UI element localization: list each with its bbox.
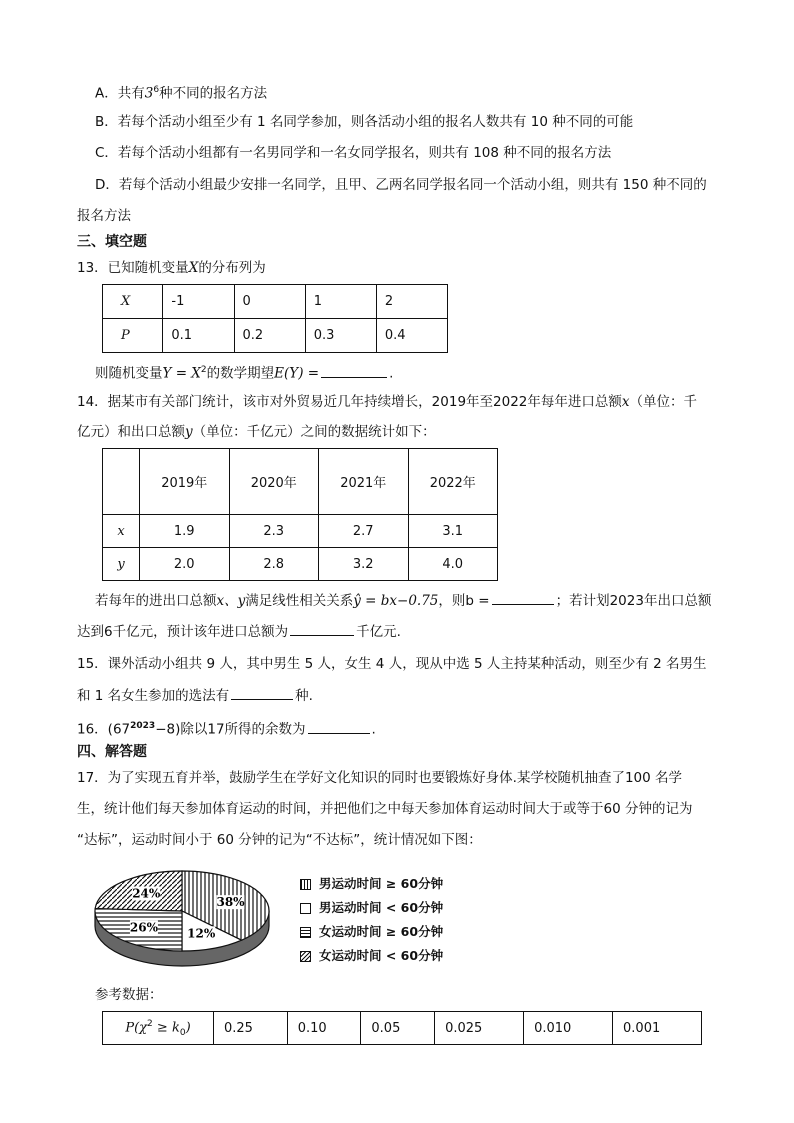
option-c: C．若每个活动小组都有一名男同学和一名女同学报名，则共有 108 种不同的报名方法 — [95, 145, 612, 161]
q15-line2-pre: 和 1 名女生参加的选法有 — [77, 688, 230, 704]
pie-label: 38% — [216, 895, 245, 910]
q14-import-blank[interactable] — [290, 621, 354, 636]
q14-cell: 1.9 — [140, 515, 230, 548]
pie-label: 12% — [187, 926, 216, 941]
q14-after2 — [77, 621, 401, 642]
option-d-line1: D．若每个活动小组最少安排一名同学，且甲、乙两名同学报名同一个活动小组，则共有 150 种不同的 — [95, 177, 707, 193]
option-a-suffix: 种不同的报名方法 — [159, 85, 268, 102]
q14-row-label: y — [103, 548, 140, 581]
pie-legend — [300, 872, 443, 968]
q14-cell: 3.2 — [319, 548, 409, 581]
q14-cell: 2.7 — [319, 515, 409, 548]
q14-data-table — [102, 448, 498, 581]
q14-line2-post: （单位：千亿元）之间的数据统计如下： — [192, 424, 436, 440]
q14-after1-mid: 满足线性相关关系 — [245, 593, 354, 609]
pie-chart — [92, 864, 282, 974]
q13-row-label: X — [103, 285, 163, 319]
option-a-prefix: A．共有 — [95, 85, 145, 102]
q15-line2-post: 种. — [295, 688, 313, 704]
q13-ask-pre: 则随机变量 — [95, 365, 163, 382]
legend-label: 女运动时间 < 60分钟 — [319, 948, 444, 963]
ref-header-exp: 2 — [147, 1018, 153, 1029]
q14-header-cell — [103, 449, 140, 515]
q14-after1-pre: 若每年的进出口总额 — [95, 593, 217, 609]
q14-line2 — [77, 422, 436, 442]
q13-ask-formula: Y = X — [162, 365, 201, 382]
option-a-base: 3 — [144, 85, 154, 102]
q14-b-blank[interactable] — [492, 590, 554, 605]
q13-row — [103, 319, 448, 353]
q14-line1-var: x — [621, 394, 630, 410]
q16-pre: 16．(67 — [77, 721, 131, 738]
q16-mid: −8)除以17所得的余数为 — [155, 721, 306, 738]
q13-ask-mid: 的数学期望 — [206, 365, 275, 382]
reference-header — [103, 1012, 214, 1045]
q13-cell: -1 — [163, 285, 234, 319]
q13-cell: 1 — [305, 285, 376, 319]
q13-row-label: P — [103, 319, 163, 353]
q15-line1: 15．课外活动小组共 9 人，其中男生 5 人，女生 4 人，现从中选 5 人主持某种活动，则至少有 2 名男生 — [77, 656, 707, 672]
q14-line2-var: y — [185, 424, 193, 440]
q13-answer-blank[interactable] — [321, 363, 387, 378]
q16-post: . — [371, 721, 376, 738]
legend-label: 男运动时间 ≥ 60分钟 — [319, 876, 444, 891]
q16-exp: 2023 — [130, 721, 156, 731]
legend-swatch — [300, 903, 311, 914]
legend-item — [300, 944, 443, 968]
section-4-heading: 四、解答题 — [77, 744, 147, 760]
q14-after1-post: ；若计划2023年出口总额 — [555, 593, 712, 609]
q14-cell: 2.8 — [229, 548, 319, 581]
q14-header-cell: 2020年 — [229, 449, 319, 515]
legend-label: 男运动时间 < 60分钟 — [319, 900, 444, 915]
q13-distribution-table — [102, 284, 448, 353]
legend-item — [300, 896, 443, 920]
ref-value-cell: 0.001 — [613, 1012, 702, 1045]
q17-line2: 生，统计他们每天参加体育运动的时间，并把他们之中每天参加体育运动时间大于或等于60 分钟的记为 — [77, 801, 693, 817]
q14-cell: 2.3 — [229, 515, 319, 548]
q15-line2 — [77, 685, 313, 706]
legend-item — [300, 872, 443, 896]
q13-cell: 0 — [234, 285, 305, 319]
q14-row — [103, 515, 498, 548]
ref-value-cell: 0.025 — [435, 1012, 524, 1045]
reference-table — [102, 1011, 702, 1045]
legend-item — [300, 920, 443, 944]
option-d-line2: 报名方法 — [77, 208, 131, 224]
ref-header-post: ≥ k — [152, 1019, 180, 1035]
ref-value-cell: 0.05 — [361, 1012, 435, 1045]
q13-intro-pre: 13．已知随机变量 — [77, 260, 189, 276]
q17-line1: 17．为了实现五育并举，鼓励学生在学好文化知识的同时也要锻炼好身体.某学校随机抽查了100 名学 — [77, 770, 683, 786]
legend-swatch — [300, 927, 311, 938]
legend-swatch — [300, 879, 311, 890]
q14-header-cell: 2022年 — [408, 449, 498, 515]
q13-row — [103, 285, 448, 319]
q17-line3: “达标”，运动时间小于 60 分钟的记为“不达标”，统计情况如下图： — [77, 832, 482, 848]
q14-after1-eq: ŷ = bx−0.75 — [353, 593, 439, 609]
ref-value-cell: 0.10 — [287, 1012, 361, 1045]
legend-swatch — [300, 951, 311, 962]
q13-cell: 0.3 — [305, 319, 376, 353]
q14-after1-vars: x、y — [216, 593, 246, 609]
q14-line2-pre: 亿元）和出口总额 — [77, 424, 185, 440]
q14-after2-pre: 达到6千亿元，预计该年进口总额为 — [77, 624, 289, 640]
q16-answer-blank[interactable] — [308, 719, 370, 734]
q14-header-cell: 2021年 — [319, 449, 409, 515]
q14-line1 — [77, 392, 697, 412]
q14-cell: 2.0 — [140, 548, 230, 581]
q14-row-label: x — [103, 515, 140, 548]
q15-answer-blank[interactable] — [231, 685, 293, 700]
q13-ask-e: E(Y) = — [274, 365, 320, 382]
option-b: B．若每个活动小组至少有 1 名同学参加，则各活动小组的报名人数共有 10 种不同的可能 — [95, 114, 634, 130]
q14-line1-pre: 14．据某市有关部门统计，该市对外贸易近几年持续增长，2019年至2022年每年进口总额 — [77, 394, 622, 410]
q14-cell: 3.1 — [408, 515, 498, 548]
option-a — [95, 80, 267, 104]
q13-cell: 0.4 — [376, 319, 447, 353]
pie-label: 24% — [132, 886, 161, 901]
q14-line1-post: （单位：千 — [629, 394, 698, 410]
q14-header-cell: 2019年 — [140, 449, 230, 515]
section-3-heading: 三、填空题 — [77, 234, 147, 250]
q14-after2-post: 千亿元. — [356, 624, 401, 640]
q13-question — [95, 360, 393, 384]
q13-cell: 0.1 — [163, 319, 234, 353]
q13-intro — [77, 258, 266, 278]
reference-label: 参考数据： — [95, 987, 163, 1003]
q14-row — [103, 548, 498, 581]
reference-row — [103, 1012, 702, 1045]
q14-after1 — [95, 590, 711, 611]
q13-var: X — [188, 260, 199, 276]
ref-header-close: ) — [185, 1019, 191, 1035]
ref-header-sub: 0 — [179, 1027, 186, 1038]
q13-intro-post: 的分布列为 — [198, 260, 266, 276]
q13-cell: 0.2 — [234, 319, 305, 353]
pie-label: 26% — [129, 920, 159, 935]
ref-value-cell: 0.25 — [214, 1012, 288, 1045]
q14-cell: 4.0 — [408, 548, 498, 581]
option-a-exponent: 6 — [153, 85, 160, 95]
q13-ask-end: . — [389, 365, 394, 382]
q13-cell: 2 — [376, 285, 447, 319]
q14-header-row — [103, 449, 498, 515]
q13-ask-exp: 2 — [200, 365, 207, 375]
ref-value-cell: 0.010 — [524, 1012, 613, 1045]
ref-header-pre: P(χ — [125, 1019, 148, 1035]
q14-after1-b: ，则b = — [438, 593, 490, 609]
q16-line — [77, 716, 376, 740]
legend-label: 女运动时间 ≥ 60分钟 — [319, 924, 444, 939]
